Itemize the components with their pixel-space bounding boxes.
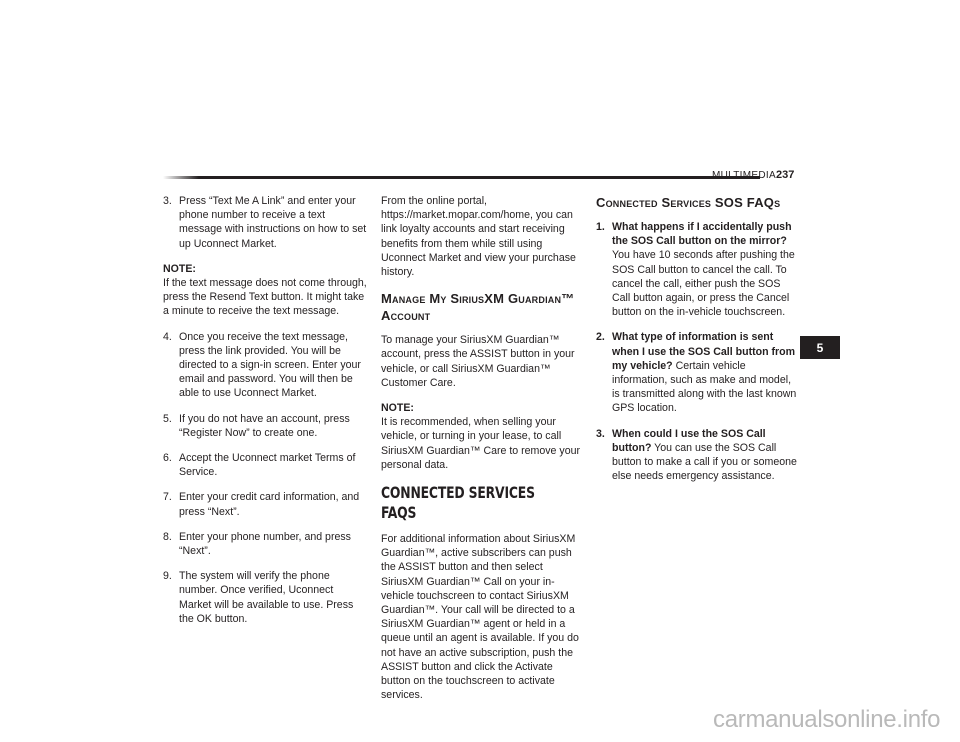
faq-number: 3. <box>596 427 605 440</box>
item-number: 8. <box>163 530 172 543</box>
note-label: NOTE: <box>163 262 196 275</box>
note-text: If the text message does not come through, press the Resend Text button. It might take a minute to receive the text message. <box>163 277 367 318</box>
list-item <box>163 530 368 558</box>
item-text: Enter your phone number, and press “Next”. <box>179 530 351 558</box>
item-text: Once you receive the text message, press the link provided. You will be directed to a sign-in screen. Enter your email and password. You will then be able to use Uconnect Market. <box>179 330 361 400</box>
faq-item <box>596 220 801 319</box>
faq-content <box>612 427 801 484</box>
note-label: NOTE: <box>381 402 414 415</box>
sos-faqs-heading: Connected Services SOS FAQs <box>596 195 781 210</box>
faq-answer: Certain vehicle information, such as make and model, is transmitted along with the last known GPS location. <box>612 359 797 415</box>
column-3 <box>596 194 801 494</box>
item-text: If you do not have an account, press “Register Now” to create one. <box>179 412 350 439</box>
note-block <box>381 401 581 472</box>
faqs-heading: CONNECTED SERVICES FAQS <box>381 483 535 523</box>
item-number: 3. <box>163 195 172 207</box>
note-text: It is recommended, when selling your vehicle, or turning in your lease, to call SiriusXM Guardian™ Care to remove your personal data. <box>381 416 581 471</box>
column-1 <box>163 194 368 637</box>
section-title: MULTIMEDIA <box>712 170 776 181</box>
watermark: carmanualsonline.info <box>713 706 941 733</box>
faq-question: What type of information is sent when I use the SOS Call button from my vehicle? <box>612 331 796 372</box>
item-number: 9. <box>163 570 172 583</box>
faq-question: When could I use the SOS Call button? <box>612 427 766 454</box>
item-number: 4. <box>163 330 172 343</box>
faq-item <box>596 330 801 415</box>
list-item <box>163 569 368 626</box>
manage-account-text: To manage your SiriusXM Guardian™ account, press the ASSIST button in your vehicle, or call SiriusXM Guardian™ Customer Care. <box>381 334 575 389</box>
item-number: 6. <box>163 452 172 465</box>
list-item <box>163 451 368 479</box>
faq-content <box>612 220 801 319</box>
faq-answer: You have 10 seconds after pushing the SOS Call button to cancel the call. To cancel the call, either push the SOS Call button again, or press the Cancel button on the in-vehicle touchscreen. <box>612 249 795 319</box>
item-number: 5. <box>163 412 172 425</box>
list-item <box>163 490 368 518</box>
faq-question: What happens if I accidentally push the SOS Call button on the mirror? <box>612 221 792 248</box>
note-block <box>163 262 368 319</box>
list-item <box>163 194 368 251</box>
faqs-paragraph: For additional information about SiriusXM Guardian™, active subscribers can push the ASSIST button and then select SiriusXM Guardian™ Call on your in-vehicle touchscreen to contact SiriusXM Guardian™. Your call will be directed to a SiriusXM Guardian™ agent or held in a queue until an agent is available. If you do not have an active subscription, push the ASSIST button and click the Activate button on the touchscreen to activate services. <box>381 533 579 702</box>
page-number: 237 <box>776 169 795 181</box>
chapter-tab: 5 <box>800 336 840 359</box>
item-text: Enter your credit card information, and press “Next”. <box>179 491 360 518</box>
column-2 <box>381 194 581 713</box>
intro-paragraph: From the online portal, https://market.mopar.com/home, you can link loyalty accounts and start receiving benefits from them while still using Uconnect Market and view your purchase history. <box>381 195 576 279</box>
list-item <box>163 330 368 401</box>
header-rule <box>163 176 760 179</box>
manage-account-heading: Manage My SiriusXM Guardian™ Account <box>381 291 575 324</box>
faq-answer: You can use the SOS Call button to make a call if you or someone else needs emergency assistance. <box>612 441 797 483</box>
faq-number: 2. <box>596 331 605 344</box>
faq-content <box>612 330 801 415</box>
item-number: 7. <box>163 491 172 504</box>
item-text: Press “Text Me A Link” and enter your phone number to receive a text message with instructions on how to set up Uconnect Market. <box>179 195 367 250</box>
item-text: The system will verify the phone number. Once verified, Uconnect Market will be available to use. Press the OK button. <box>179 570 354 625</box>
item-text: Accept the Uconnect market Terms of Service. <box>179 452 356 479</box>
list-item <box>163 412 368 440</box>
faq-number: 1. <box>596 221 605 233</box>
faq-item <box>596 427 801 484</box>
